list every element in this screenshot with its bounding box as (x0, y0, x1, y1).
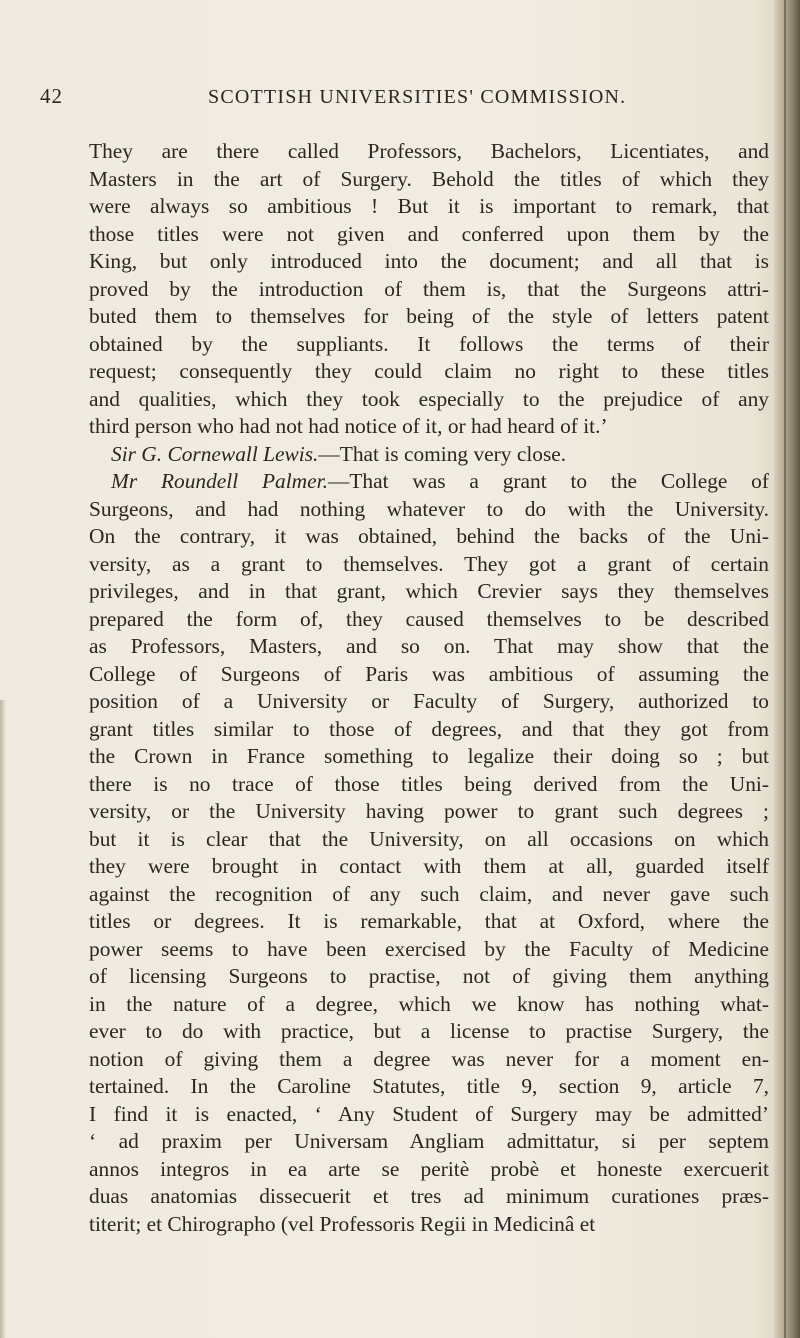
line-text: privileges, and in that grant, which Crevier says they themselves (89, 579, 769, 603)
line-text: titerit; et Chirographo (vel Professoris Regii in Medicinâ et (89, 1211, 596, 1236)
text-line (89, 633, 769, 661)
speaker-name: Mr Roundell Palmer. (111, 469, 328, 493)
text-line (89, 413, 769, 441)
text-line (89, 661, 769, 689)
text-line (89, 358, 769, 386)
text-line (89, 193, 769, 221)
line-text: in the nature of a degree, which we know has nothing what- (89, 991, 769, 1016)
text-line (89, 248, 769, 276)
line-text: third person who had not had notice of it, or had heard of it.’ (89, 414, 608, 438)
running-head-title: SCOTTISH UNIVERSITIES' COMMISSION. (208, 86, 627, 108)
line-text: versity, or the University having power to grant such degrees ; (89, 799, 769, 823)
line-text: notion of giving them a degree was never for a moment en- (89, 1046, 769, 1071)
speaker-name: Sir G. Cornewall Lewis. (111, 441, 319, 466)
text-line (89, 166, 769, 194)
text-line (89, 853, 769, 881)
text-line (89, 798, 769, 826)
line-text: there is no trace of those titles being derived from the Uni- (89, 771, 769, 796)
text-line (89, 963, 769, 991)
text-line (89, 991, 769, 1019)
text-line (89, 826, 769, 854)
text-line (89, 743, 769, 771)
line-text: tertained. In the Caroline Statutes, title 9, section 9, article 7, (89, 1074, 769, 1098)
line-text: those titles were not given and conferred upon them by the (89, 221, 769, 246)
binding-line (784, 0, 786, 1338)
line-text: Masters in the art of Surgery. Behold the titles of which they (89, 166, 769, 191)
line-text: and qualities, which they took especially to the prejudice of any (89, 386, 769, 411)
text-line (89, 908, 769, 936)
text-line (89, 606, 769, 634)
book-binding-edge (774, 0, 800, 1338)
text-line (89, 1101, 769, 1129)
line-text: ever to do with practice, but a license to practise Surgery, the (89, 1019, 769, 1043)
text-line (89, 523, 769, 551)
text-line (89, 551, 769, 579)
text-line (89, 1046, 769, 1074)
text-line (89, 1211, 769, 1239)
line-text: College of Surgeons of Paris was ambitious of assuming the (89, 661, 769, 686)
text-line (89, 1073, 769, 1101)
text-line (89, 771, 769, 799)
line-text: as Professors, Masters, and so on. That may show that the (89, 634, 769, 658)
text-line (89, 881, 769, 909)
line-text: they were brought in contact with them at all, guarded itself (89, 854, 769, 878)
line-text: King, but only introduced into the document; and all that is (89, 249, 769, 273)
line-text: of licensing Surgeons to practise, not of giving them anything (89, 964, 769, 988)
line-text: grant titles similar to those of degrees, and that they got from (89, 716, 769, 741)
page-number: 42 (40, 84, 63, 108)
line-text: On the contrary, it was obtained, behind the backs of the Uni- (89, 524, 769, 548)
line-text: against the recognition of any such claim, and never gave such (89, 881, 769, 906)
running-head (40, 84, 770, 112)
speaker-line (89, 468, 769, 496)
line-text: but it is clear that the University, on all occasions on which (89, 826, 769, 851)
text-line (89, 496, 769, 524)
line-text: proved by the introduction of them is, that the Surgeons attri- (89, 276, 769, 301)
text-line (89, 331, 769, 359)
text-line (89, 688, 769, 716)
line-text: were always so ambitious ! But it is important to remark, that (89, 194, 769, 218)
line-text: position of a University or Faculty of Surgery, authorized to (89, 689, 769, 713)
speaker-line (89, 441, 769, 469)
text-line (89, 1018, 769, 1046)
line-text: versity, as a grant to themselves. They got a grant of certain (89, 551, 769, 576)
text-line (89, 716, 769, 744)
line-text: annos integros in ea arte se peritè probè et honeste exercuerit (89, 1156, 769, 1181)
text-line (89, 1156, 769, 1184)
text-line (89, 303, 769, 331)
page-edge-shadow (0, 700, 6, 1338)
text-line (89, 578, 769, 606)
line-text: I find it is enacted, ‘ Any Student of Surgery may be admitted’ (89, 1101, 769, 1126)
line-text: power seems to have been exercised by the Faculty of Medicine (89, 936, 769, 961)
text-line (89, 276, 769, 304)
text-line (89, 138, 769, 166)
text-line (89, 1183, 769, 1211)
body-text (89, 138, 769, 1238)
text-line (89, 1128, 769, 1156)
line-text: ‘ ad praxim per Universam Angliam admittatur, si per septem (89, 1129, 769, 1153)
line-text: obtained by the suppliants. It follows the terms of their (89, 331, 769, 356)
text-line (89, 936, 769, 964)
line-text: prepared the form of, they caused themselves to be described (89, 606, 769, 631)
text-line (89, 386, 769, 414)
line-text: titles or degrees. It is remarkable, that at Oxford, where the (89, 909, 769, 933)
line-text: They are there called Professors, Bachelors, Licentiates, and (89, 139, 769, 163)
line-text: request; consequently they could claim no right to these titles (89, 359, 769, 383)
line-text: —That is coming very close. (318, 441, 567, 466)
line-text: duas anatomias dissecuerit et tres ad minimum curationes præs- (89, 1184, 769, 1208)
text-line (89, 221, 769, 249)
line-text: —That was a grant to the College of (327, 469, 770, 493)
line-text: buted them to themselves for being of the style of letters patent (89, 304, 769, 328)
line-text: the Crown in France something to legalize their doing so ; but (89, 744, 769, 768)
line-text: Surgeons, and had nothing whatever to do with the University. (89, 496, 769, 521)
